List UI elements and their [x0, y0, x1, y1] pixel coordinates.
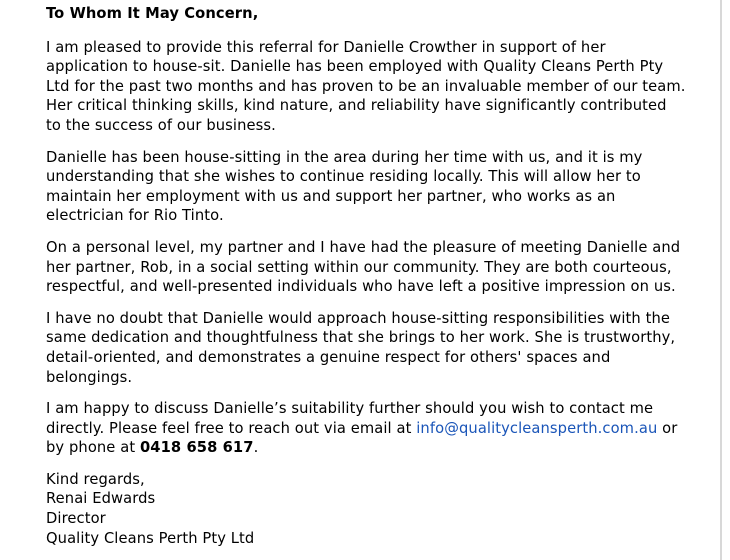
- sign-off: Kind regards,: [46, 470, 145, 488]
- signatory-name: Renai Edwards: [46, 490, 156, 508]
- paragraph-recommendation: I have no doubt that Danielle would approach house-sitting responsibilities with the same dedication and thoughtfulness that she brings to her work. She is trustworthy, detail-oriented, and demonstrates a genuine respect for others' spaces and belongings.: [46, 309, 676, 386]
- signature-block: [46, 470, 686, 548]
- email-link[interactable]: info@qualitycleansperth.com.au: [416, 419, 658, 437]
- contact-text-end: .: [253, 439, 259, 457]
- paragraph-house-sitting: Danielle has been house-sitting in the area during her time with us, and it is my understanding that she wishes to continue residing locally. This will allow her to maintain her employment with us and support her partner, who works as an electrician for Rio Tinto.: [46, 148, 643, 225]
- signatory-title: Director: [46, 510, 106, 528]
- paragraph-referral: I am pleased to provide this referral for Danielle Crowther in support of her application to house-sit. Danielle has been employed with Quality Cleans Perth Pty Ltd for the past two months and has proven to be an invaluable member of our team. Her critical thinking skills, kind nature, and reliability have significantly contributed to the success of our business.: [46, 38, 686, 134]
- letter-body: [46, 4, 686, 560]
- contact-text-intro: I am happy to discuss Danielle’s suitability further should you wish to contact me directly. Please feel free to reach out via email at: [46, 400, 654, 437]
- contact-text-phone-intro: or by phone at: [46, 419, 678, 457]
- page-edge-divider: [720, 0, 722, 560]
- paragraph-personal: On a personal level, my partner and I have had the pleasure of meeting Danielle and her partner, Rob, in a social setting within our community. They are both courteous, respectful, and well-presented individuals who have left a positive impression on us.: [46, 238, 681, 296]
- company-name: Quality Cleans Perth Pty Ltd: [46, 529, 255, 547]
- letter-greeting: To Whom It May Concern,: [46, 5, 259, 22]
- phone-number[interactable]: 0418 658 617: [139, 439, 254, 457]
- paragraph-contact: [46, 399, 686, 458]
